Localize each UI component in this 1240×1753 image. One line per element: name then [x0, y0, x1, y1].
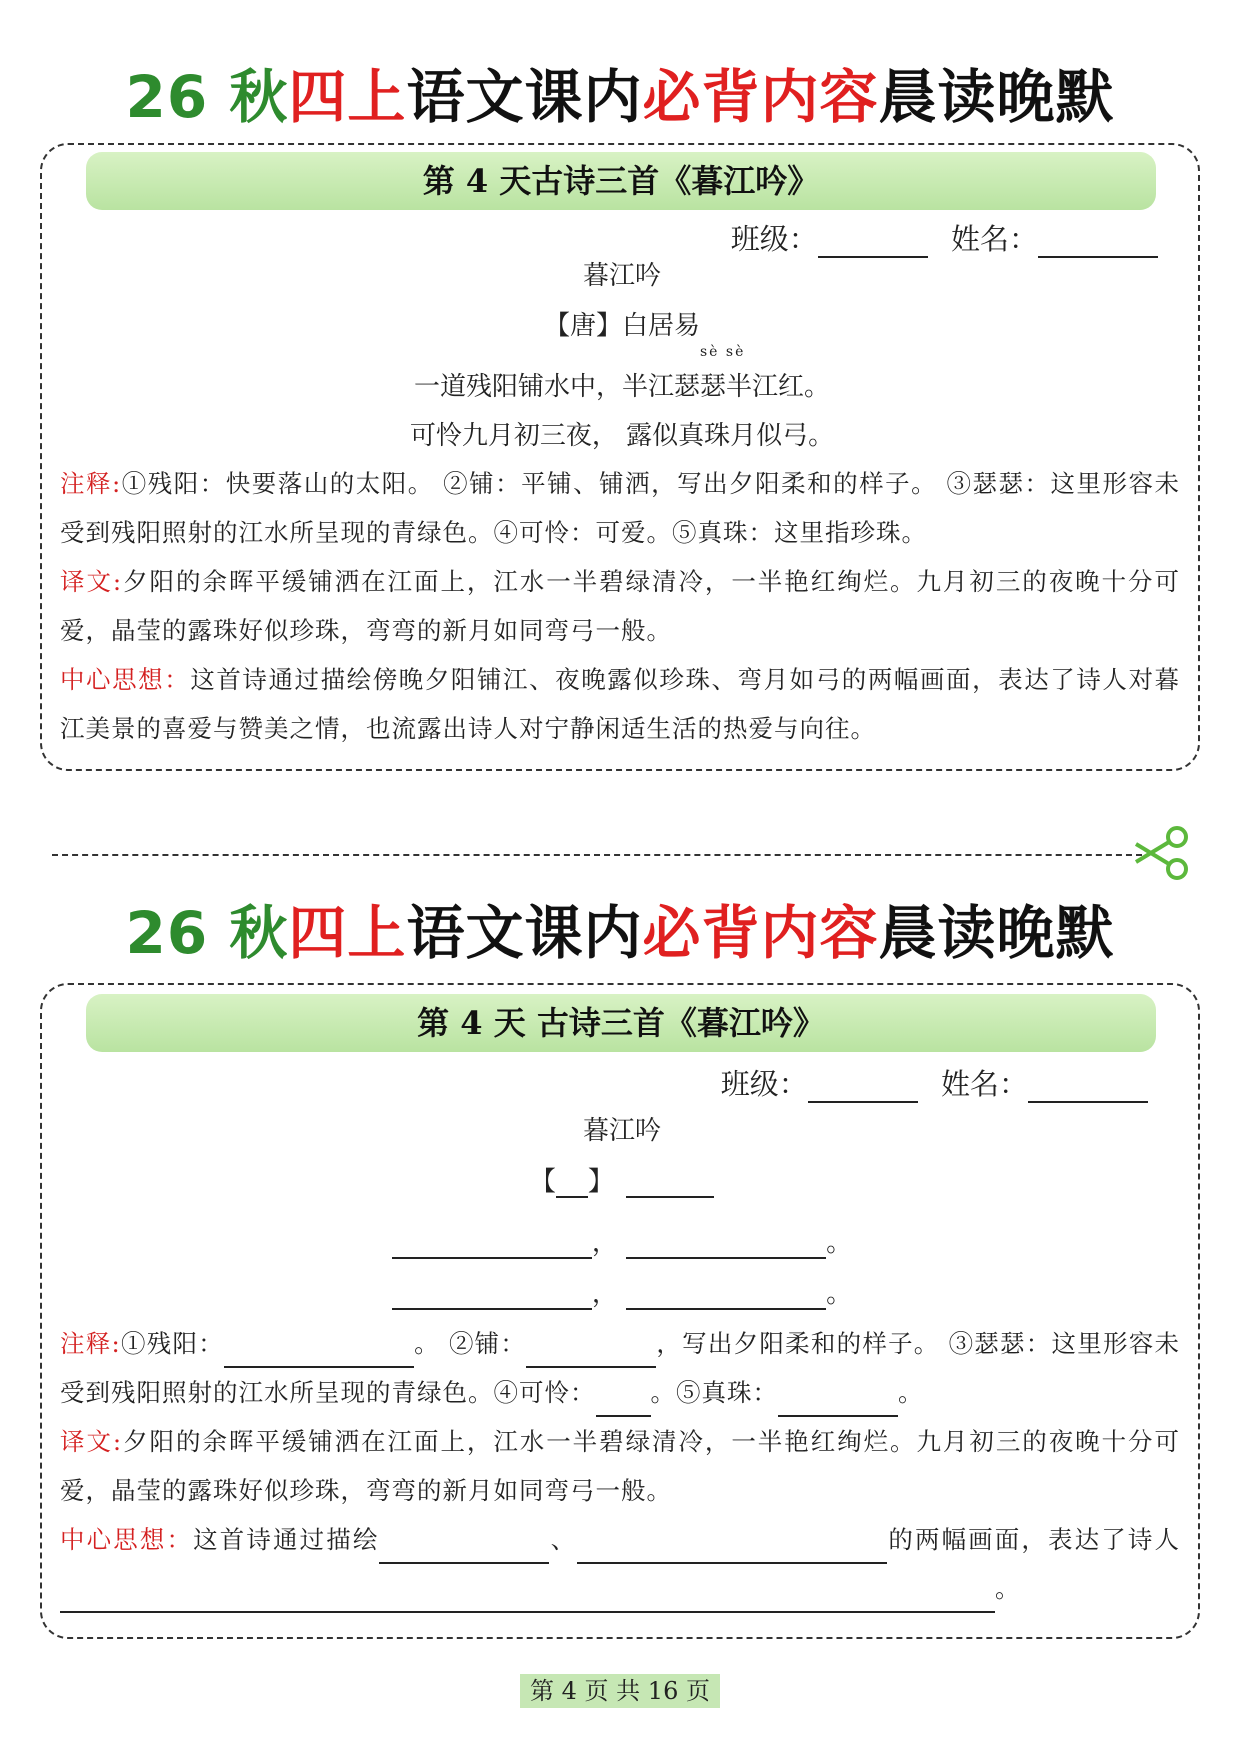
notes-text: ①残阳：	[120, 1329, 224, 1358]
idea-blank[interactable]	[577, 1532, 887, 1564]
verse-blank[interactable]	[626, 1278, 826, 1310]
pinyin-annotation: sè sè	[699, 344, 746, 360]
notes-tag: 注释:	[60, 1329, 121, 1358]
headline-part: 语文课内	[406, 63, 643, 131]
idea-blank[interactable]	[60, 1581, 995, 1613]
note-blank[interactable]	[596, 1385, 651, 1417]
poem-title: 暮江吟	[582, 261, 661, 291]
headline-part: 26 秋	[125, 899, 289, 967]
name-row	[731, 217, 1158, 258]
idea-blank[interactable]	[379, 1532, 549, 1564]
translation-text: 夕阳的余晖平缓铺洒在江面上，江水一半碧绿清冷，一半艳红绚烂。九月初三的夜晚十分可爱，晶莹的露珠好似珍珠，弯弯的新月如同弯弓一般。	[60, 1427, 1180, 1505]
period: 。	[826, 1228, 853, 1258]
headline-part: 语文课内	[406, 899, 643, 967]
poem-card-dictation	[40, 983, 1200, 1639]
notes-text: ，写出夕阳柔和的样子。 ③瑟瑟：	[656, 1329, 1052, 1358]
poem-title: 暮江吟	[582, 1116, 661, 1146]
poem-line-blanks	[42, 1222, 1202, 1259]
notes-tag: 注释:	[60, 469, 122, 498]
comma: ，	[591, 1279, 618, 1309]
poem-line-text: 一道残阳铺水中，半江瑟瑟半江红。	[413, 372, 830, 402]
main-idea-text: 。	[995, 1574, 1021, 1603]
period: 。	[826, 1279, 853, 1309]
name-label: 姓名：	[940, 1067, 1028, 1101]
notes-text: 。 ②铺：	[413, 1329, 527, 1358]
class-label: 班级：	[730, 222, 818, 256]
name-row	[721, 1062, 1148, 1103]
main-idea-paragraph	[60, 655, 1180, 753]
scissors-icon	[1130, 822, 1192, 884]
headline-part: 晨读晚默	[878, 63, 1115, 131]
translation-text: 夕阳的余晖平缓铺洒在江面上，江水一半碧绿清冷，一半艳红绚烂。九月初三的夜晚十分可爱，晶莹的露珠好似珍珠，弯弯的新月如同弯弓一般。	[60, 567, 1180, 645]
bracket-close: 】	[587, 1167, 614, 1197]
class-label: 班级：	[720, 1067, 808, 1101]
headline-part: 必背内容	[642, 63, 879, 131]
headline-part: 四上	[288, 63, 407, 131]
name-label: 姓名：	[950, 222, 1038, 256]
author-row	[42, 1161, 1202, 1198]
bracket-open: 【	[529, 1167, 556, 1197]
cut-line	[52, 854, 1142, 856]
notes-paragraph	[60, 1319, 1180, 1417]
notes-text: 这里形容未受到残阳照射的江水所呈现的青绿色。④可怜：	[60, 1329, 1180, 1407]
page-headline	[0, 62, 1240, 132]
main-idea-tag: 中心思想：	[60, 665, 191, 694]
verse-blank[interactable]	[626, 1227, 826, 1259]
note-blank[interactable]	[778, 1385, 898, 1417]
main-idea-tag: 中心思想：	[60, 1525, 194, 1554]
day-banner: 第 4 天古诗三首《暮江吟》	[86, 152, 1156, 210]
day-banner: 第 4 天 古诗三首《暮江吟》	[86, 994, 1156, 1052]
notes-paragraph	[60, 459, 1180, 557]
note-blank[interactable]	[526, 1336, 656, 1368]
name-blank[interactable]	[1028, 1071, 1148, 1103]
poem-card-reading	[40, 143, 1200, 771]
verse-blank[interactable]	[392, 1278, 592, 1310]
headline-part: 晨读晚默	[878, 899, 1115, 967]
translation-paragraph	[60, 557, 1180, 655]
headline-part: 26 秋	[125, 63, 289, 131]
comma: ，	[591, 1228, 618, 1258]
translation-tag: 译文:	[60, 1427, 123, 1456]
poem-line: 可怜九月初三夜， 露似真珠月似弓。	[409, 421, 835, 451]
main-idea-text: 的两幅画面，表达	[887, 1525, 1102, 1554]
notes-text: 。⑤真珠：	[650, 1378, 778, 1407]
main-idea-text: 、	[549, 1525, 578, 1554]
main-idea-text: 这首诗通过描绘	[193, 1525, 380, 1554]
main-idea-paragraph	[60, 1515, 1180, 1613]
dynasty-blank[interactable]	[556, 1166, 588, 1198]
class-blank[interactable]	[808, 1071, 918, 1103]
note-blank[interactable]	[224, 1336, 414, 1368]
headline-part: 必背内容	[642, 899, 879, 967]
notes-text: ①残阳：快要落山的太阳。 ②铺：平铺、铺洒，写出夕阳柔和的样子。 ③瑟瑟：这里形容未受到残阳照射的江水所呈现的青绿色。④可怜：可爱。⑤真珠：这里指珍珠。	[60, 469, 1180, 547]
headline-part: 四上	[288, 899, 407, 967]
name-blank[interactable]	[1038, 226, 1158, 258]
notes-text: 。	[898, 1378, 924, 1407]
poem-line	[42, 344, 1202, 403]
translation-paragraph	[60, 1417, 1180, 1515]
translation-tag: 译文:	[60, 567, 123, 596]
poem-line-blanks	[42, 1273, 1202, 1310]
main-idea-text: 这首诗通过描绘傍晚夕阳铺江、夜晚露似珍珠、弯月如弓的两幅画面，表达了诗人对暮江美景的喜爱与赞美之情，也流露出诗人对宁静闲适生活的热爱与向往。	[60, 665, 1181, 743]
page-headline	[0, 898, 1240, 968]
page-number: 第 4 页 共 16 页	[520, 1674, 720, 1708]
author-blank[interactable]	[626, 1166, 714, 1198]
class-blank[interactable]	[818, 226, 928, 258]
main-idea-text: 了诗人	[1101, 1525, 1181, 1554]
verse-blank[interactable]	[392, 1227, 592, 1259]
poem-author: 【唐】白居易	[543, 311, 700, 341]
